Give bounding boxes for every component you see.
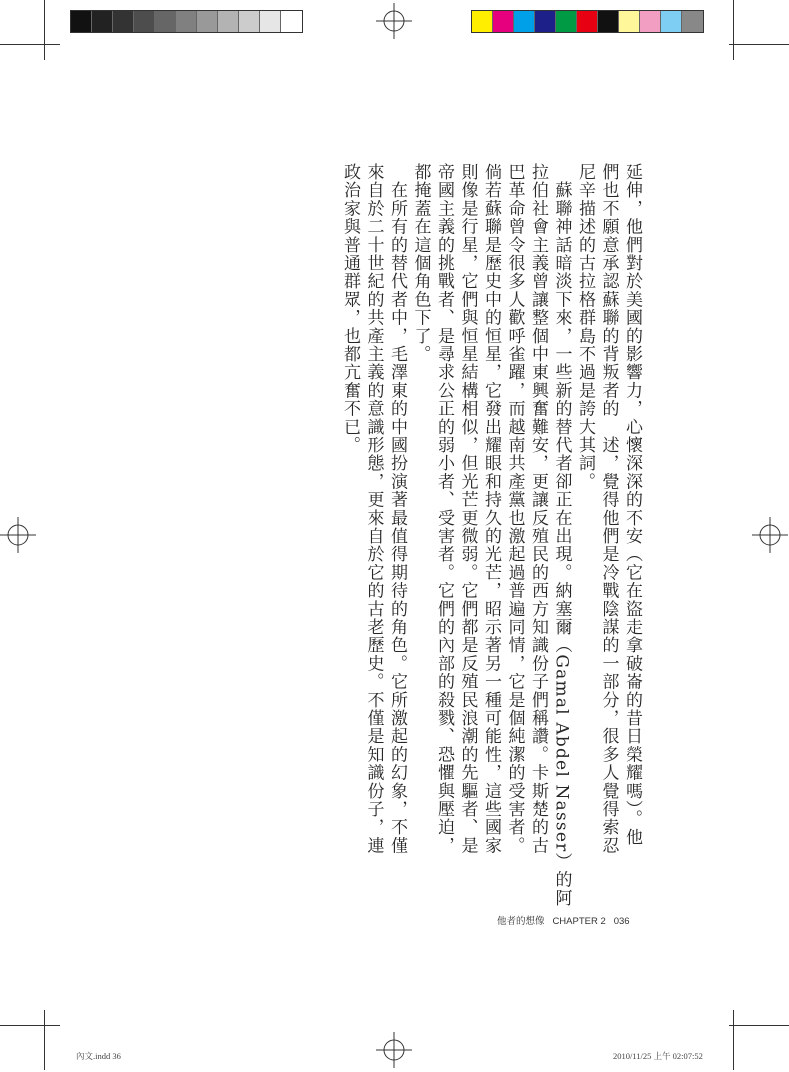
gray-swatch xyxy=(281,11,302,32)
color-swatch xyxy=(556,11,577,32)
text-column: 們也不願意承認蘇聯的背叛者的 述，覺得他們是冷戰陰謀的一部分，很多人覺得索忍 xyxy=(598,163,619,855)
text-column: 蘇聯神話暗淡下來，一些新的替代者卻正在出現。納塞爾（Gamal Abdel Nasser）的阿 xyxy=(551,163,572,907)
color-swatch xyxy=(661,11,682,32)
text-column: 帝國主義的挑戰者、是尋求公正的弱小者、受害者。它們的內部的殺戮、恐懼與壓迫， xyxy=(434,163,454,855)
crop-mark-bottom-right-v xyxy=(733,1010,734,1070)
crop-mark-bottom-left-h xyxy=(0,1025,60,1026)
gray-swatch xyxy=(239,11,260,32)
color-bar xyxy=(471,10,704,33)
grayscale-bar xyxy=(70,10,303,33)
crop-mark-top-right-h xyxy=(729,44,789,45)
crop-mark-bottom-right-h xyxy=(729,1025,789,1026)
color-swatch xyxy=(472,11,493,32)
slug-datetime: 2010/11/25 上午 02:07:52 xyxy=(613,1051,703,1061)
page-number: 036 xyxy=(613,916,630,927)
registration-mark-bottom xyxy=(376,1032,412,1068)
text-column: 巴革命曾令很多人歡呼雀躍，而越南共產黨也激起過普遍同情，它是個純潔的受害者。 xyxy=(504,163,525,855)
color-swatch xyxy=(619,11,640,32)
crop-mark-top-right-v xyxy=(733,0,734,60)
gray-swatch xyxy=(260,11,281,32)
gray-swatch xyxy=(113,11,134,32)
text-column: 則像是行星，它們與恒星結構相似，但光芒更微弱。它們都是反殖民浪潮的先驅者、是 xyxy=(457,163,478,855)
crop-mark-top-left-v xyxy=(44,0,45,60)
registration-mark-top xyxy=(376,3,412,39)
gray-swatch xyxy=(134,11,155,32)
gray-swatch xyxy=(176,11,197,32)
text-column: 政治家與普通群眾，也都亢奮不已。 xyxy=(340,163,360,455)
color-swatch xyxy=(514,11,535,32)
registration-mark-right xyxy=(752,517,788,553)
registration-mark-left xyxy=(0,517,36,553)
gray-swatch xyxy=(155,11,176,32)
book-title: 他者的想像 xyxy=(497,916,545,927)
crop-mark-bottom-left-v xyxy=(44,1010,45,1070)
gray-swatch xyxy=(197,11,218,32)
text-column: 倘若蘇聯是歷史中的恒星，它發出耀眼和持久的光芒，昭示著另一種可能性，這些國家 xyxy=(481,163,501,855)
text-column: 延伸，他們對於美國的影響力，心懷深深的不安（它在盜走拿破崙的昔日榮耀嗎）。他 xyxy=(622,163,642,847)
chapter-label: CHAPTER 2 xyxy=(552,916,606,927)
running-footer xyxy=(497,913,630,927)
text-column: 都掩蓋在這個角色下了。 xyxy=(410,163,431,364)
color-swatch xyxy=(640,11,661,32)
text-column: 尼辛描述的古拉格群島不過是誇大其詞。 xyxy=(575,163,595,491)
text-column: 拉伯社會主義曾讓整個中東興奮難安，更讓反殖民的西方知識份子們稱讚。卡斯楚的古 xyxy=(528,163,548,855)
color-swatch xyxy=(493,11,514,32)
color-swatch xyxy=(598,11,619,32)
color-swatch xyxy=(535,11,556,32)
color-swatch xyxy=(577,11,598,32)
text-column: 來自於二十世紀的共產主義的意識形態，更來自於它的古老歷史。不僅是知識份子，連 xyxy=(363,163,384,855)
color-swatch xyxy=(682,11,703,32)
slug-file: 內文.indd 36 xyxy=(76,1051,121,1061)
gray-swatch xyxy=(218,11,239,32)
gray-swatch xyxy=(92,11,113,32)
crop-mark-top-left-h xyxy=(0,44,60,45)
gray-swatch xyxy=(71,11,92,32)
text-column: 在所有的替代者中，毛澤東的中國扮演著最值得期待的角色。它所激起的幻象，不僅 xyxy=(387,163,407,855)
